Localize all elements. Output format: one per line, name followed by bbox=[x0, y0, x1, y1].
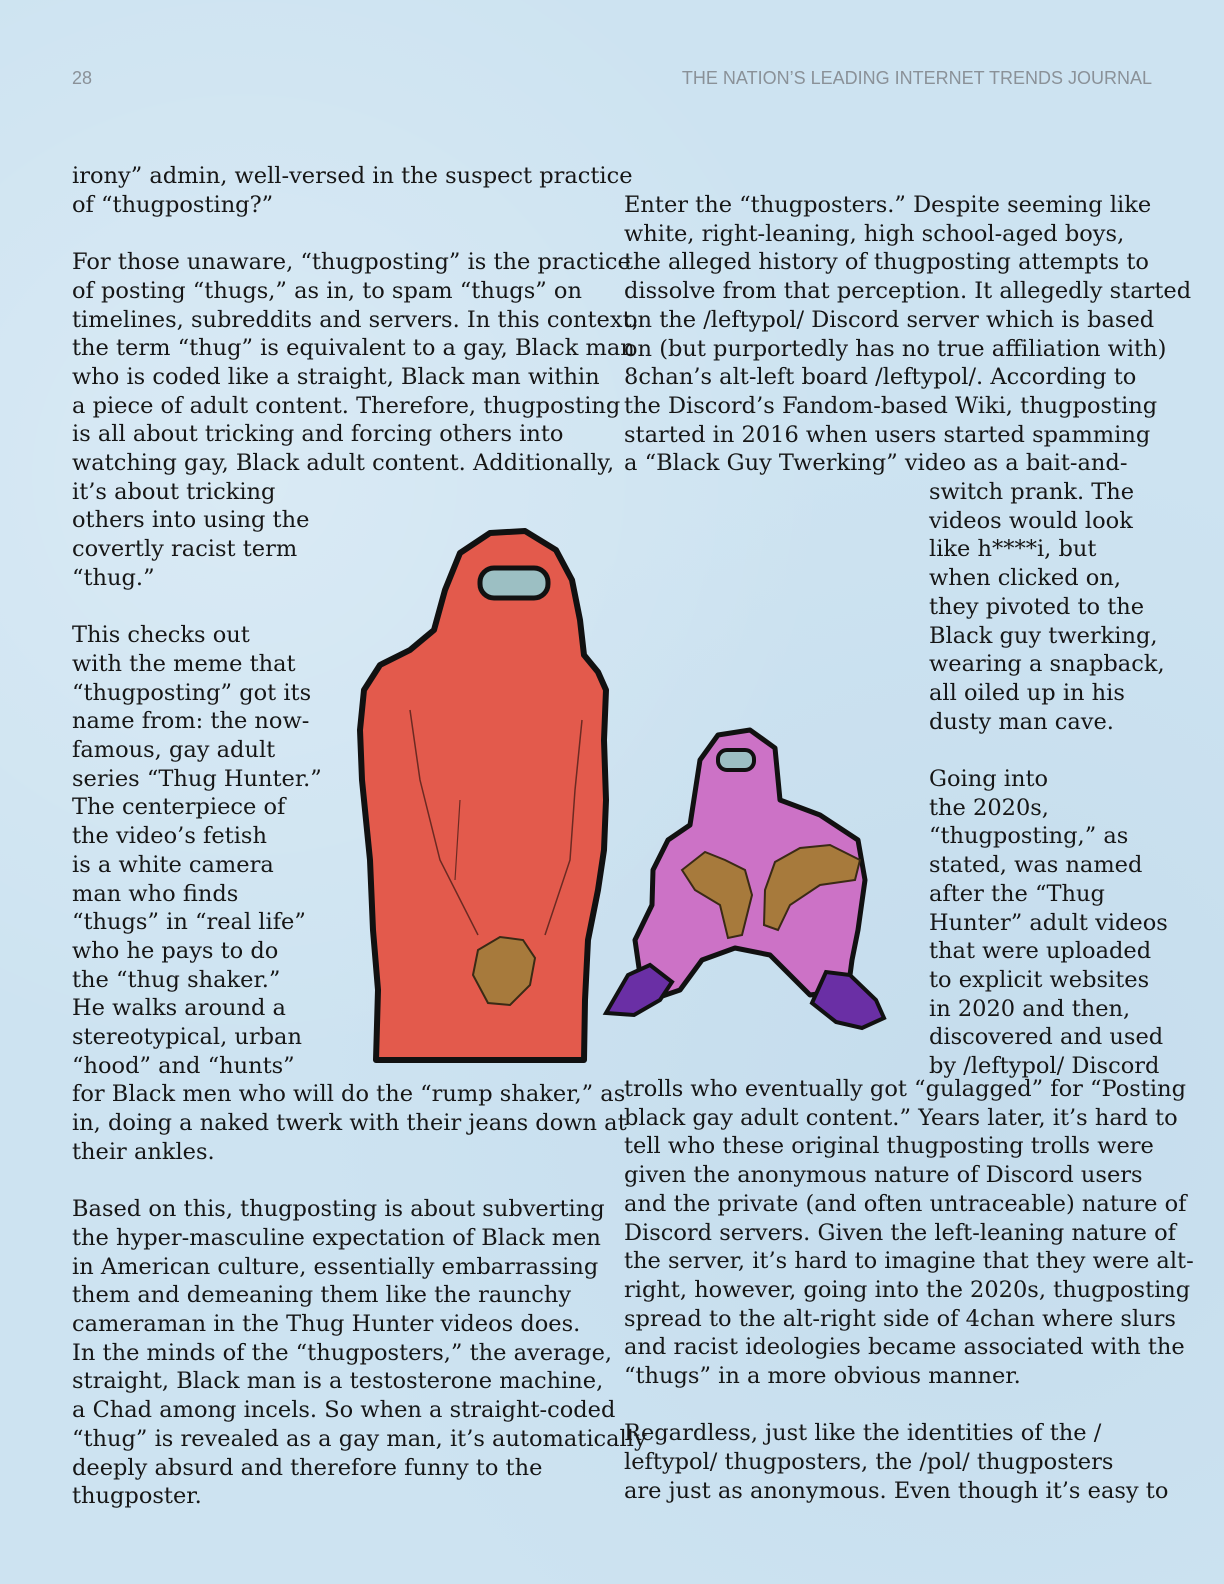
text-line: trolls who eventually got “gulagged” for “Posting bbox=[624, 1076, 1186, 1102]
text-line: the “thug shaker.” bbox=[72, 966, 281, 993]
text-line: Hunter” adult videos bbox=[929, 909, 1168, 936]
text-line: of posting “thugs,” as in, to spam “thugs” on bbox=[72, 277, 582, 304]
text-line: Discord servers. Given the left-leaning nature of bbox=[624, 1219, 1177, 1246]
text-line: “thug.” bbox=[72, 564, 155, 591]
text-line: “thugs” in a more obvious manner. bbox=[624, 1363, 1021, 1389]
text-line: “thugposting,” as bbox=[929, 823, 1129, 850]
text-line: when clicked on, bbox=[929, 565, 1121, 592]
text-line: who is coded like a straight, Black man within bbox=[72, 363, 600, 390]
text-line: the 2020s, bbox=[929, 794, 1049, 821]
text-line: their ankles. bbox=[72, 1138, 215, 1165]
text-line: the term “thug” is equivalent to a gay, Black man bbox=[72, 335, 635, 362]
crouching-figure bbox=[606, 730, 884, 1028]
text-line: others into using the bbox=[72, 507, 310, 534]
text-line: deeply absurd and therefore funny to the bbox=[72, 1454, 543, 1481]
text-line: For those unaware, “thugposting” is the practice bbox=[72, 249, 631, 276]
text-line: on the /leftypol/ Discord server which is based bbox=[624, 306, 1155, 333]
page-number: 28 bbox=[72, 68, 93, 88]
text-line: in 2020 and then, bbox=[929, 995, 1131, 1022]
text-line: of “thugposting?” bbox=[72, 191, 274, 218]
text-line: a “Black Guy Twerking” video as a bait-and- bbox=[624, 450, 1128, 477]
text-line: Based on this, thugposting is about subverting bbox=[72, 1196, 605, 1223]
text-line: a piece of adult content. Therefore, thugposting bbox=[72, 392, 621, 419]
text-line: “hood” and “hunts” bbox=[72, 1052, 295, 1079]
text-line: and the private (and often untraceable) nature of bbox=[624, 1190, 1187, 1217]
text-line: for Black men who will do the “rump shaker,” as bbox=[72, 1081, 626, 1108]
text-line: covertly racist term bbox=[72, 536, 298, 563]
text-line: tell who these original thugposting trolls were bbox=[624, 1133, 1154, 1160]
text-line: who he pays to do bbox=[72, 937, 279, 964]
text-line: right, however, going into the 2020s, thugposting bbox=[624, 1276, 1191, 1303]
text-line: He walks around a bbox=[72, 995, 286, 1022]
text-line: series “Thug Hunter.” bbox=[72, 765, 322, 792]
text-line: it’s about tricking bbox=[72, 478, 276, 505]
text-line: leftypol/ thugposters, the /pol/ thugposters bbox=[624, 1449, 1114, 1476]
text-line: Regardless, just like the identities of the / bbox=[624, 1420, 1102, 1447]
text-line: This checks out bbox=[72, 622, 250, 649]
text-line: switch prank. The bbox=[929, 479, 1135, 505]
text-line: thugposter. bbox=[72, 1483, 202, 1510]
text-line: Enter the “thugposters.” Despite seeming like bbox=[624, 192, 1152, 218]
text-line: “thugposting” got its bbox=[72, 679, 312, 706]
text-line: is all about tricking and forcing others into bbox=[72, 421, 564, 448]
text-line: videos would look bbox=[929, 507, 1133, 534]
text-line: the alleged history of thugposting attempts to bbox=[624, 249, 1149, 276]
text-line: dissolve from that perception. It allegedly started bbox=[624, 278, 1192, 305]
text-line: like h****i, but bbox=[929, 536, 1097, 563]
text-line: dusty man cave. bbox=[929, 708, 1114, 735]
text-line: timelines, subreddits and servers. In this context, bbox=[72, 306, 639, 333]
text-line: all oiled up in his bbox=[929, 679, 1125, 706]
text-line: are just as anonymous. Even though it’s easy to bbox=[624, 1477, 1169, 1504]
text-line: with the meme that bbox=[72, 650, 296, 677]
text-line: discovered and used bbox=[929, 1024, 1164, 1051]
text-line: is a white camera bbox=[72, 851, 274, 878]
text-line: wearing a snapback, bbox=[929, 651, 1165, 678]
text-line: The centerpiece of bbox=[72, 794, 286, 821]
text-line: by /leftypol/ Discord bbox=[929, 1053, 1160, 1079]
text-line: Going into bbox=[929, 766, 1049, 792]
text-line: on (but purportedly has no true affiliation with) bbox=[624, 335, 1167, 362]
text-line: the server, it’s hard to imagine that they were alt- bbox=[624, 1248, 1194, 1275]
text-line: straight, Black man is a testosterone machine, bbox=[72, 1368, 604, 1395]
text-line: stated, was named bbox=[929, 852, 1143, 879]
text-line: white, right-leaning, high school-aged boys, bbox=[624, 220, 1125, 247]
text-line: black gay adult content.” Years later, it’s hard to bbox=[624, 1104, 1178, 1131]
text-line: the video’s fetish bbox=[72, 823, 267, 850]
text-line: man who finds bbox=[72, 880, 239, 907]
text-line: spread to the alt-right side of 4chan where slurs bbox=[624, 1305, 1176, 1332]
text-line: “thug” is revealed as a gay man, it’s automatically bbox=[72, 1425, 647, 1452]
text-line: Black guy twerking, bbox=[929, 622, 1158, 649]
text-line: to explicit websites bbox=[929, 966, 1150, 993]
text-line: the Discord’s Fandom-based Wiki, thugposting bbox=[624, 392, 1158, 419]
text-line: cameraman in the Thug Hunter videos does. bbox=[72, 1311, 581, 1337]
running-head: THE NATION’S LEADING INTERNET TRENDS JOURNAL bbox=[681, 68, 1152, 88]
text-line: started in 2016 when users started spamming bbox=[624, 421, 1151, 448]
text-line: they pivoted to the bbox=[929, 593, 1145, 620]
text-line: “thugs” in “real life” bbox=[72, 909, 306, 936]
text-line: stereotypical, urban bbox=[72, 1024, 302, 1050]
text-line: watching gay, Black adult content. Additionally, bbox=[72, 450, 615, 476]
text-line: them and demeaning them like the raunchy bbox=[72, 1282, 572, 1309]
standing-figure bbox=[360, 531, 606, 1060]
text-line: irony” admin, well-versed in the suspect practice bbox=[72, 163, 633, 189]
text-line: after the “Thug bbox=[929, 880, 1105, 907]
text-line: In the minds of the “thugposters,” the average, bbox=[72, 1339, 613, 1366]
text-line: that were uploaded bbox=[929, 938, 1152, 965]
text-line: the hyper-masculine expectation of Black men bbox=[72, 1224, 601, 1251]
text-line: name from: the now- bbox=[72, 708, 310, 735]
text-line: in American culture, essentially embarrassing bbox=[72, 1253, 599, 1280]
text-line: a Chad among incels. So when a straight-coded bbox=[72, 1397, 616, 1424]
text-line: given the anonymous nature of Discord users bbox=[624, 1162, 1143, 1189]
text-line: 8chan’s alt-left board /leftypol/. According to bbox=[624, 364, 1137, 391]
text-line: in, doing a naked twerk with their jeans down at bbox=[72, 1110, 627, 1137]
text-line: famous, gay adult bbox=[72, 737, 276, 763]
text-line: and racist ideologies became associated with the bbox=[624, 1334, 1185, 1361]
